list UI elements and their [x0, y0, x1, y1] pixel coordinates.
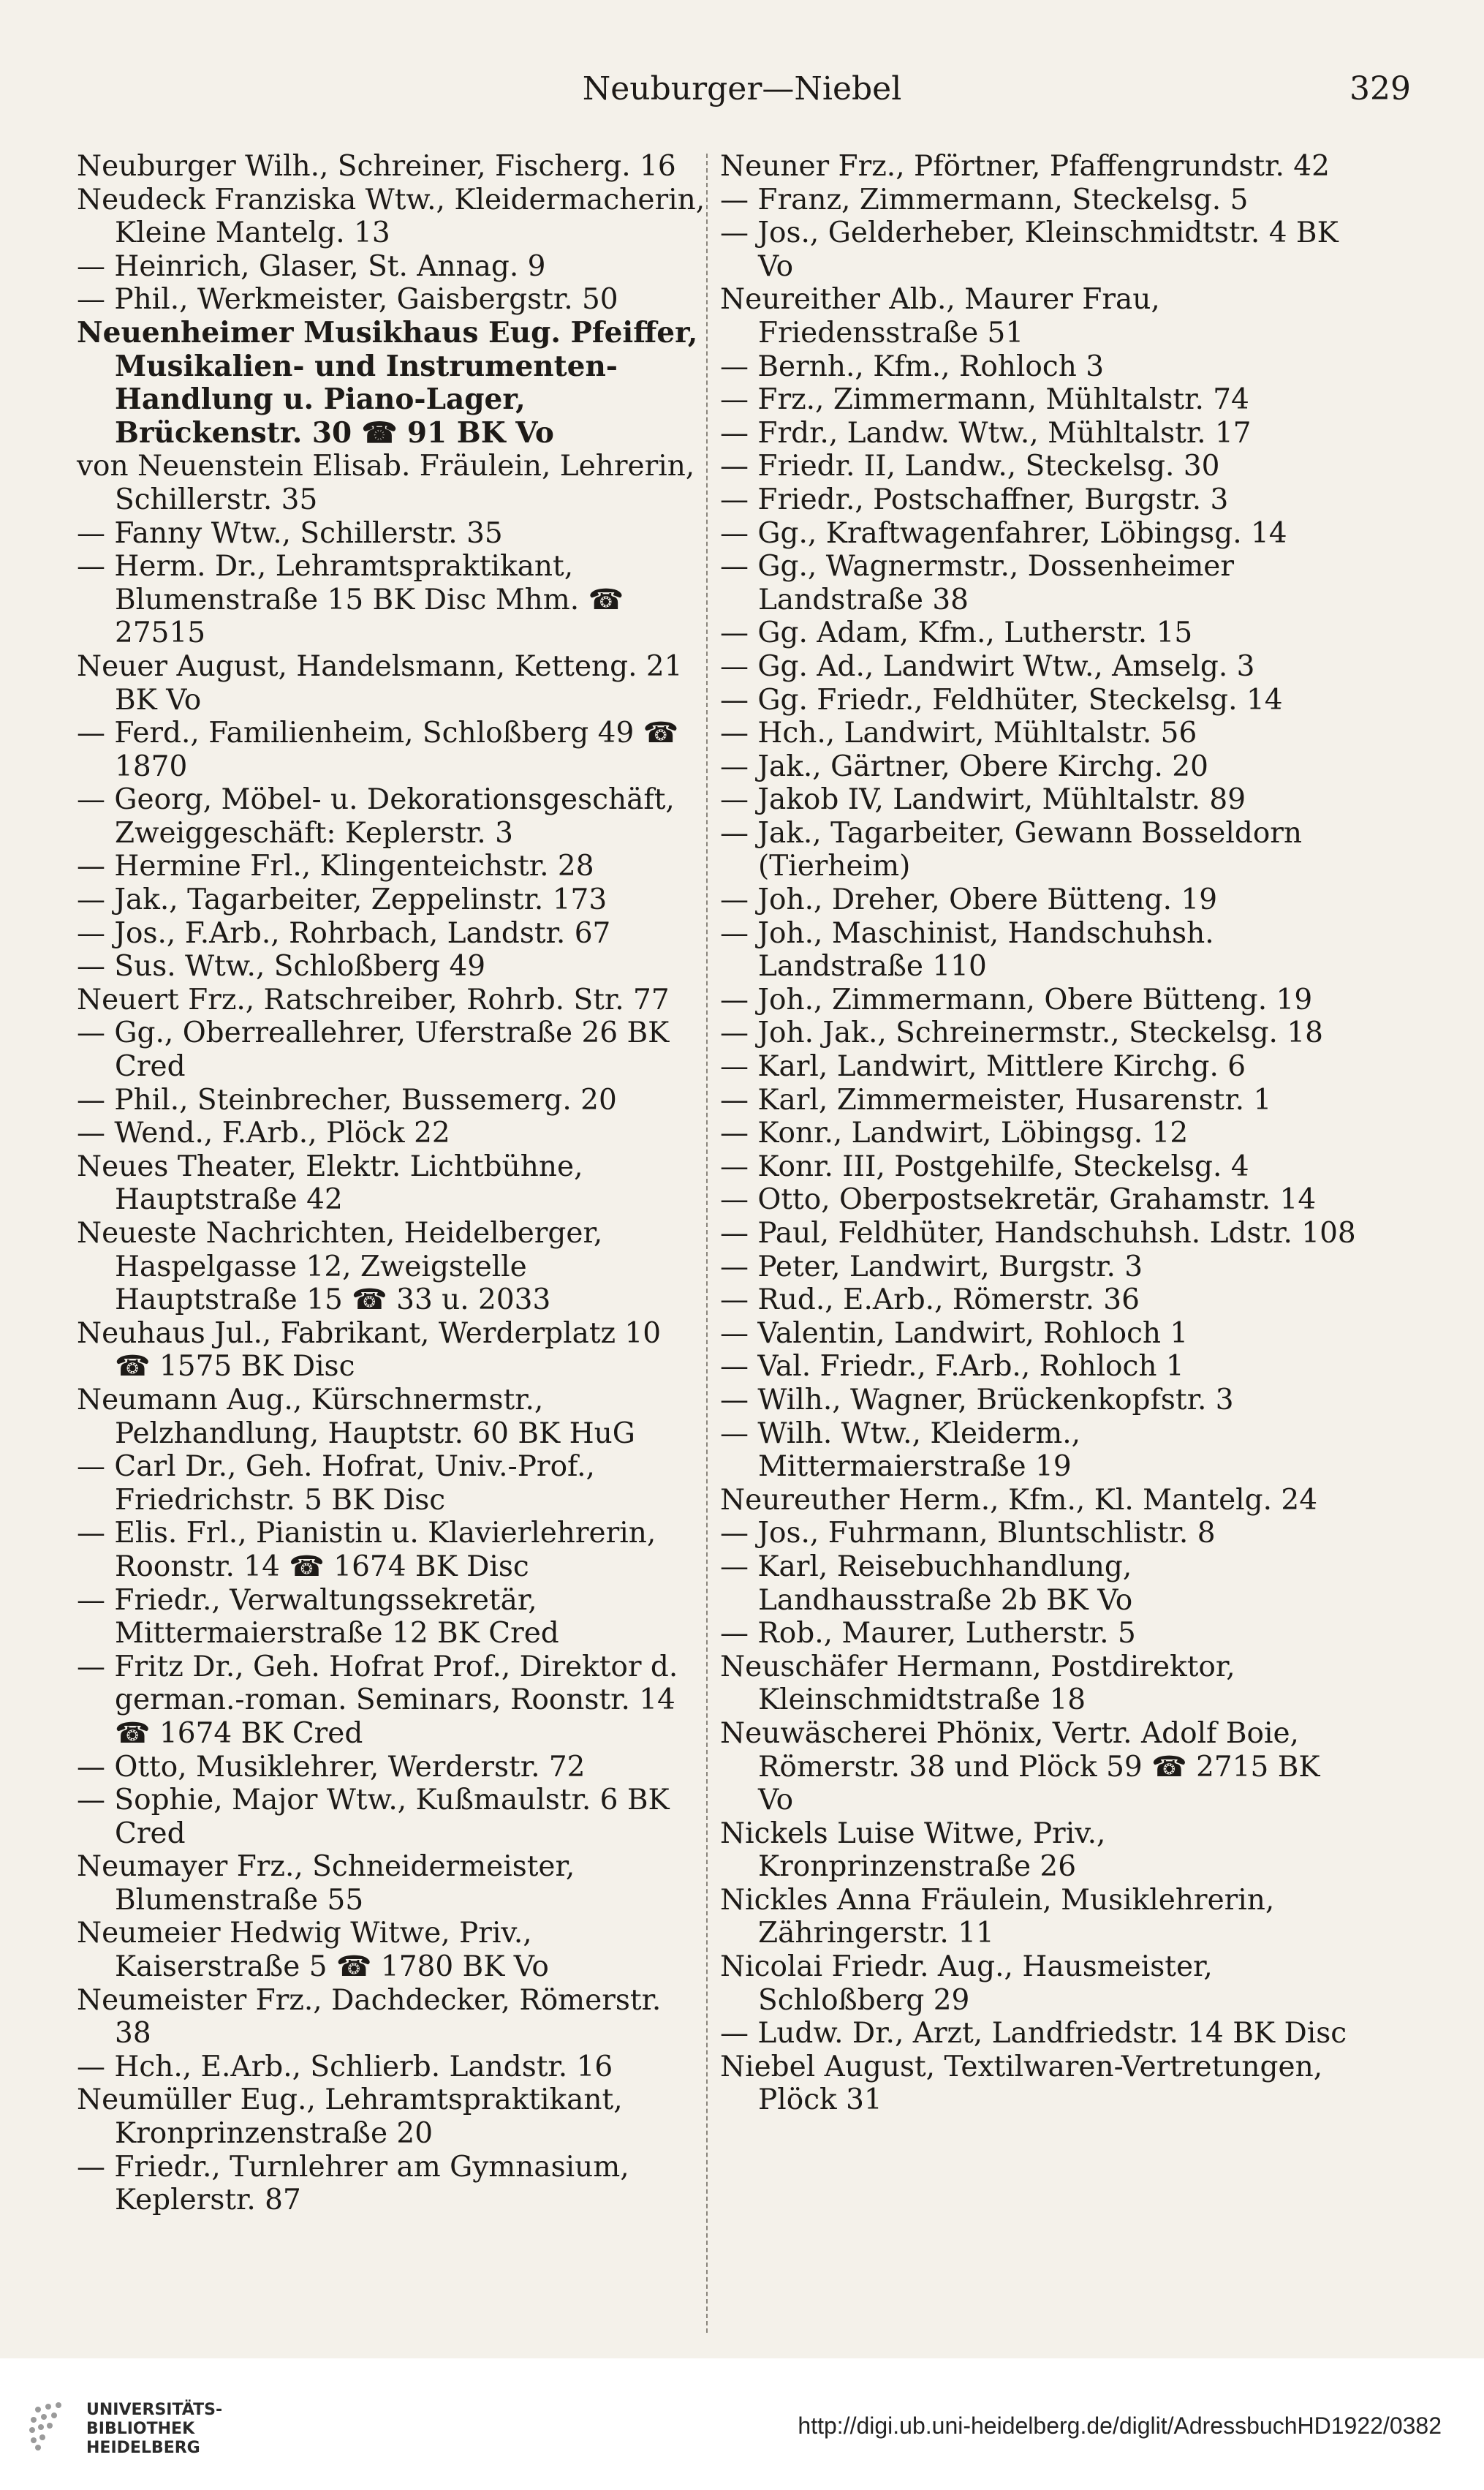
library-name: [86, 2401, 222, 2458]
directory-entry: — Wend., F.Arb., Plöck 22: [77, 1117, 450, 1150]
directory-entry: Neumeier Hedwig Witwe, Priv., Kaiserstraße 5 ☎ 1780 BK Vo: [77, 1917, 549, 1984]
directory-entry: — Paul, Feldhüter, Handschuhsh. Ldstr. 108: [720, 1217, 1356, 1250]
directory-entry: — Elis. Frl., Pianistin u. Klavierlehrerin, Roonstr. 14 ☎ 1674 BK Disc: [77, 1517, 656, 1583]
directory-entry: — Gg. Adam, Kfm., Lutherstr. 15: [720, 616, 1193, 650]
left-column: [77, 150, 705, 2217]
directory-entry: Neuhaus Jul., Fabrikant, Werderplatz 10 ☎ 1575 BK Disc: [77, 1316, 662, 1384]
directory-entry: Neues Theater, Elektr. Lichtbühne, Hauptstraße 42: [77, 1150, 583, 1217]
directory-entry: Nicolai Friedr. Aug., Hausmeister, Schloßberg 29: [720, 1950, 1213, 2017]
library-name-line: HEIDELBERG: [86, 2439, 200, 2457]
right-column: [720, 150, 1356, 2117]
directory-entry: Neuenheimer Musikhaus Eug. Pfeiffer, Musikalien- und Instrumenten-Handlung u. Piano-Lager, Brückenstr. 30 ☎ 91 BK Vo: [77, 315, 698, 450]
directory-entry: Niebel August, Textilwaren-Vertretungen, Plöck 31: [720, 2050, 1323, 2117]
source-url[interactable]: http://digi.ub.uni-heidelberg.de/diglit/AdressbuchHD1922/0382: [798, 2412, 1442, 2439]
directory-entry: — Phil., Werkmeister, Gaisbergstr. 50: [77, 283, 618, 317]
directory-entry: — Ferd., Familienheim, Schloßberg 49 ☎ 1870: [77, 717, 679, 783]
directory-entry: — Gg., Wagnermstr., Dossenheimer Landstraße 38: [720, 550, 1235, 616]
directory-entry: — Rob., Maurer, Lutherstr. 5: [720, 1617, 1136, 1650]
directory-entry: — Friedr. II, Landw., Steckelsg. 30: [720, 450, 1220, 483]
directory-entry: Nickels Luise Witwe, Priv., Kronprinzenstraße 26: [720, 1816, 1106, 1884]
column-divider: [706, 154, 708, 2333]
directory-entry: von Neuenstein Elisab. Fräulein, Lehrerin, Schillerstr. 35: [77, 450, 695, 516]
directory-entry: — Gg., Oberreallehrer, Uferstraße 26 BK Cred: [77, 1016, 670, 1084]
directory-entry: — Karl, Reisebuchhandlung, Landhausstraße 2b BK Vo: [720, 1550, 1133, 1617]
directory-entry: — Sophie, Major Wtw., Kußmaulstr. 6 BK Cred: [77, 1784, 670, 1850]
library-logo-icon: [23, 2395, 89, 2461]
directory-entry: — Karl, Zimmermeister, Husarenstr. 1: [720, 1083, 1272, 1117]
directory-entry: — Carl Dr., Geh. Hofrat, Univ.-Prof., Friedrichstr. 5 BK Disc: [77, 1450, 595, 1517]
directory-entry: Neuer August, Handelsmann, Ketteng. 21 BK Vo: [77, 649, 683, 717]
directory-entry: — Gg. Ad., Landwirt Wtw., Amselg. 3: [720, 649, 1255, 683]
page-header: [73, 70, 1411, 121]
directory-entry: — Frz., Zimmermann, Mühltalstr. 74: [720, 383, 1249, 417]
directory-entry: — Jos., Fuhrmann, Bluntschlistr. 8: [720, 1517, 1216, 1550]
directory-entry: — Val. Friedr., F.Arb., Rohloch 1: [720, 1350, 1184, 1384]
directory-entry: Neumüller Eug., Lehramtspraktikant, Kronprinzenstraße 20: [77, 2083, 623, 2151]
directory-entry: — Bernh., Kfm., Rohloch 3: [720, 350, 1105, 383]
directory-entry: — Jos., Gelderheber, Kleinschmidtstr. 4 BK Vo: [720, 216, 1339, 283]
directory-entry: — Fanny Wtw., Schillerstr. 35: [77, 516, 503, 550]
directory-entry: — Heinrich, Glaser, St. Annag. 9: [77, 249, 546, 283]
directory-entry: — Friedr., Turnlehrer am Gymnasium, Keplerstr. 87: [77, 2150, 629, 2217]
directory-entry: Neuburger Wilh., Schreiner, Fischerg. 16: [77, 150, 676, 183]
directory-entry: Neudeck Franziska Wtw., Kleidermacherin, Kleine Mantelg. 13: [77, 183, 705, 250]
directory-entry: Neuwäscherei Phönix, Vertr. Adolf Boie, Römerstr. 38 und Plöck 59 ☎ 2715 BK Vo: [720, 1716, 1320, 1817]
running-title: Neuburger—Niebel: [582, 70, 902, 107]
directory-entry: Neumayer Frz., Schneidermeister, Blumenstraße 55: [77, 1850, 575, 1917]
directory-entry: Neumeister Frz., Dachdecker, Römerstr. 38: [77, 1983, 662, 2051]
directory-entry: — Franz, Zimmermann, Steckelsg. 5: [720, 183, 1249, 216]
directory-entry: — Rud., E.Arb., Römerstr. 36: [720, 1283, 1140, 1317]
directory-entry: Neureither Alb., Maurer Frau, Friedensstraße 51: [720, 283, 1160, 350]
directory-entry: — Wilh. Wtw., Kleiderm., Mittermaierstraße 19: [720, 1416, 1080, 1484]
directory-entry: — Joh., Dreher, Obere Bütteng. 19: [720, 883, 1218, 917]
directory-entry: — Jakob IV, Landwirt, Mühltalstr. 89: [720, 783, 1246, 817]
directory-entry: — Sus. Wtw., Schloßberg 49: [77, 950, 486, 984]
directory-entry: — Hch., Landwirt, Mühltalstr. 56: [720, 717, 1197, 750]
directory-entry: — Jos., F.Arb., Rohrbach, Landstr. 67: [77, 916, 611, 950]
directory-entry: — Otto, Oberpostsekretär, Grahamstr. 14: [720, 1183, 1317, 1217]
directory-entry: — Herm. Dr., Lehramtspraktikant, Blumenstraße 15 BK Disc Mhm. ☎ 27515: [77, 550, 624, 650]
directory-entry: — Hch., E.Arb., Schlierb. Landstr. 16: [77, 2050, 613, 2083]
directory-entry: — Friedr., Postschaffner, Burgstr. 3: [720, 483, 1229, 516]
directory-entry: — Hermine Frl., Klingenteichstr. 28: [77, 850, 594, 883]
directory-entry: — Konr. III, Postgehilfe, Steckelsg. 4: [720, 1150, 1249, 1183]
directory-entry: — Peter, Landwirt, Burgstr. 3: [720, 1250, 1143, 1283]
directory-entry: — Fritz Dr., Geh. Hofrat Prof., Direktor d. german.-roman. Seminars, Roonstr. 14 ☎ 1674 BK Cred: [77, 1650, 678, 1750]
directory-entry: — Gg., Kraftwagenfahrer, Löbingsg. 14: [720, 516, 1287, 550]
directory-entry: Neuschäfer Hermann, Postdirektor, Kleinschmidtstraße 18: [720, 1650, 1235, 1717]
directory-entry: — Gg. Friedr., Feldhüter, Steckelsg. 14: [720, 683, 1283, 717]
directory-entry: Neueste Nachrichten, Heidelberger, Haspelgasse 12, Zweigstelle Hauptstraße 15 ☎ 33 u. 2033: [77, 1217, 603, 1317]
directory-entry: — Valentin, Landwirt, Rohloch 1: [720, 1316, 1189, 1350]
directory-entry: Neuner Frz., Pförtner, Pfaffengrundstr. 42: [720, 150, 1330, 183]
directory-entry: — Frdr., Landw. Wtw., Mühltalstr. 17: [720, 416, 1252, 450]
directory-entry: — Jak., Tagarbeiter, Zeppelinstr. 173: [77, 883, 607, 917]
library-name-line: BIBLIOTHEK: [86, 2420, 195, 2438]
directory-entry: Neumann Aug., Kürschnermstr., Pelzhandlung, Hauptstr. 60 BK HuG: [77, 1383, 635, 1450]
directory-entry: — Joh., Maschinist, Handschuhsh. Landstraße 110: [720, 916, 1214, 984]
directory-entry: — Joh. Jak., Schreinermstr., Steckelsg. 18: [720, 1016, 1323, 1050]
directory-entry: — Georg, Möbel- u. Dekorationsgeschäft, Zweiggeschäft: Keplerstr. 3: [77, 783, 675, 850]
footer-bar: [0, 2358, 1484, 2490]
directory-entry: — Konr., Landwirt, Löbingsg. 12: [720, 1117, 1189, 1150]
directory-entry: — Otto, Musiklehrer, Werderstr. 72: [77, 1750, 586, 1784]
library-name-line: UNIVERSITÄTS-: [86, 2401, 223, 2419]
directory-entry: — Joh., Zimmermann, Obere Bütteng. 19: [720, 983, 1313, 1016]
directory-entry: Nickles Anna Fräulein, Musiklehrerin, Zähringerstr. 11: [720, 1883, 1275, 1950]
directory-entry: — Friedr., Verwaltungssekretär, Mittermaierstraße 12 BK Cred: [77, 1583, 559, 1650]
directory-entry: Neureuther Herm., Kfm., Kl. Mantelg. 24: [720, 1483, 1318, 1517]
directory-entry: — Phil., Steinbrecher, Bussemerg. 20: [77, 1083, 617, 1117]
directory-entry: Neuert Frz., Ratschreiber, Rohrb. Str. 77: [77, 983, 670, 1016]
directory-entry: — Jak., Gärtner, Obere Kirchg. 20: [720, 750, 1208, 783]
directory-entry: — Karl, Landwirt, Mittlere Kirchg. 6: [720, 1050, 1246, 1084]
directory-entry: — Wilh., Wagner, Brückenkopfstr. 3: [720, 1383, 1234, 1416]
page-number: 329: [1349, 70, 1411, 107]
directory-entry: — Jak., Tagarbeiter, Gewann Bosseldorn (Tierheim): [720, 816, 1303, 883]
directory-entry: — Ludw. Dr., Arzt, Landfriedstr. 14 BK Disc: [720, 2017, 1347, 2051]
